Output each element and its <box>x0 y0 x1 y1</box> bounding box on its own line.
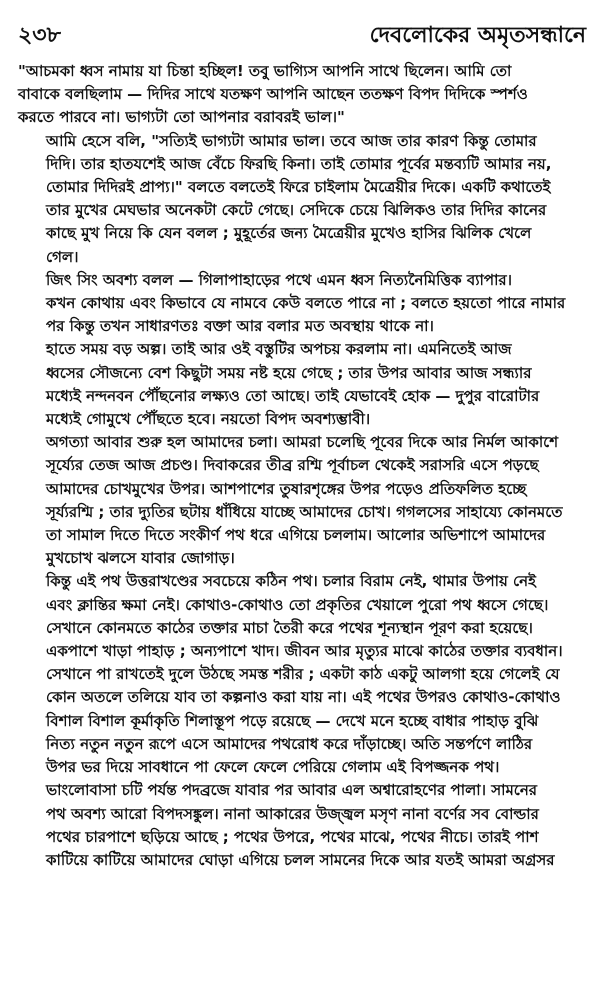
text-line: নিত্য নতুন নতুন রূপে এসে আমাদের পথরোধ করে দাঁড়াচ্ছে। অতি সন্তর্পণে লাঠির <box>46 734 533 753</box>
text-line: গেল। <box>46 247 79 266</box>
paragraph-p5 <box>18 431 586 570</box>
text-line: মধ্যেই নন্দনবন পৌঁছনোর লক্ষ্যও তো আছে। তাই যেভাবেই হোক — দুপুর বারোটার <box>46 386 540 405</box>
text-line: পথের চারপাশে ছড়িয়ে আছে ; পথের উপরে, পথের মাঝে, পথের নীচে। তারই পাশ <box>46 827 539 846</box>
text-line: হাতে সময় বড় অল্প। তাই আর ওই বস্তুটির অপচয় করলাম না। এমনিতেই আজ <box>46 340 512 359</box>
text-line: ভাংলোবাসা চটি পর্যন্ত পদব্রজে যাবার পর আবার এল অশ্বারোহণের পালা। সামনের <box>46 781 538 800</box>
text-line: আমাদের চোখমুখের উপর। আশপাশের তুষারশৃঙ্গের উপর পড়েও প্রতিফলিত হচ্ছে <box>46 479 527 498</box>
paragraph-p4 <box>18 338 586 431</box>
text-line: পর কিন্তু তখন সাধারণতঃ বক্তা আর বলার মত অবস্থায় থাকে না। <box>46 317 434 336</box>
text-line: সেখানে কোনমতে কাঠের তক্তার মাচা তৈরী করে পথের শূন্যস্থান পূরণ করা হয়েছে। <box>46 618 533 637</box>
text-line: কোন অতলে তলিয়ে যাব তা কল্পনাও করা যায় না। এই পথের উপরও কোথাও-কোথাও <box>46 688 561 707</box>
paragraph-p3 <box>18 269 586 339</box>
text-line: করতে পারবে না। ভাগ্যটা তো আপনার বরাবরই ভাল।" <box>18 108 345 127</box>
text-line: পথ অবশ্য আরো বিপদসঙ্কুল। নানা আকারের উজ্জ্বল মসৃণ নানা বর্ণের সব বোল্ডার <box>46 804 539 823</box>
text-line: সূর্য্যরশ্মি ; তার দ্যুতির ছটায় ধাঁধিয়ে যাচ্ছে আমাদের চোখ। গগলসের সাহায্যে কোনমতে <box>46 502 563 521</box>
text-line: কখন কোথায় এবং কিভাবে যে নামবে কেউ বলতে পারে না ; বলতে হয়তো পারে নামার <box>46 294 566 313</box>
body-text <box>18 60 586 872</box>
page-number: ২৩৮ <box>18 23 61 48</box>
text-line: মুখচোখ ঝলসে যাবার জোগাড়। <box>46 549 235 568</box>
text-line: দিদি। তার হাতযশেই আজ বেঁচে ফিরছি কিনা। তাই তোমার পূর্বের মন্তব্যটি আমার নয়, <box>46 154 552 173</box>
running-head <box>18 8 586 48</box>
text-line: তা সামাল দিতে দিতে সংকীর্ণ পথ ধরে এগিয়ে চললাম। আলোর অভিশাপে আমাদের <box>46 526 546 545</box>
text-line: ধ্বসের সৌজন্যে বেশ কিছুটা সময় নষ্ট হয়ে গেছে ; তার উপর আবার আজ সন্ধ্যার <box>46 363 532 382</box>
text-line: অগত্যা আবার শুরু হল আমাদের চলা। আমরা চলেছি পূবের দিকে আর নির্মল আকাশে <box>45 433 559 452</box>
text-line: কাটিয়ে কাটিয়ে আমাদের ঘোড়া এগিয়ে চলল সামনের দিকে আর যতই আমরা অগ্রসর <box>46 850 555 869</box>
text-line: উপর ভর দিয়ে সাবধানে পা ফেলে ফেলে পেরিয়ে গেলাম এই বিপজ্জনক পথ। <box>46 758 500 777</box>
text-line: এবং ক্লান্তির ক্ষমা নেই। কোথাও-কোথাও তো প্রকৃতির খেয়ালে পুরো পথ ধ্বসে গেছে। <box>46 595 549 614</box>
paragraph-p7 <box>18 779 586 872</box>
text-line: তার মুখের মেঘভার অনেকটা কেটে গেছে। সেদিকে চেয়ে ঝিলিকও তার দিদির কানের <box>46 201 547 220</box>
text-line: বাবাকে বলছিলাম — দিদির সাথে যতক্ষণ আপনি আছেন ততক্ষণ বিপদ দিদিকে স্পর্শও <box>18 85 528 104</box>
text-line: সেখানে পা রাখতেই দুলে উঠছে সমস্ত শরীর ; একটা কাঠ একটু আলগা হয়ে গেলেই যে <box>46 665 560 684</box>
text-line: একপাশে খাড়া পাহাড় ; অন্যপাশে খাদ। জীবন আর মৃত্যুর মাঝে কাঠের তক্তার ব্যবধান। <box>46 642 563 661</box>
text-line: বিশাল বিশাল কূর্মাকৃতি শিলাস্তূপ পড়ে রয়েছে — দেখে মনে হচ্ছে বাধার পাহাড় বুঝি <box>46 711 539 730</box>
text-line: সূর্য্যের তেজ আজ প্রচণ্ড। দিবাকরের তীব্র রশ্মি পূর্বাচল থেকেই সরাসরি এসে পড়ছে <box>46 456 539 475</box>
text-line: তোমার দিদিরই প্রাপ্য।" বলতে বলতেই ফিরে চাইলাম মৈত্রেয়ীর দিকে। একটি কথাতেই <box>46 178 551 197</box>
text-line: আমি হেসে বলি, "সত্যিই ভাগ্যটা আমার ভাল। তবে আজ তার কারণ কিন্তু তোমার <box>46 131 537 150</box>
paragraph-p2 <box>18 130 586 269</box>
chapter-title: দেবলোকের অমৃতসন্ধানে <box>369 23 586 48</box>
text-line: জিৎ সিং অবশ্য বলল — গিলাপাহাড়ের পথে এমন ধ্বস নিত্যনৈমিত্তিক ব্যাপার। <box>46 270 513 289</box>
text-line: "আচমকা ধ্বস নামায় যা চিন্তা হচ্ছিল! তবু ভাগ্যিস আপনি সাথে ছিলেন। আমি তো <box>18 62 512 80</box>
text-line: কিন্তু এই পথ উত্তরাখণ্ডের সবচেয়ে কঠিন পথ। চলার বিরাম নেই, থামার উপায় নেই <box>46 572 536 591</box>
text-line: কাছে মুখ নিয়ে কি যেন বলল ; মুহূর্তের জন্য মৈত্রেয়ীর মুখেও হাসির ঝিলিক খেলে <box>46 224 532 243</box>
text-line: মধ্যেই গোমুখে পৌঁছতে হবে। নয়তো বিপদ অবশ্যম্ভাবী। <box>46 410 371 429</box>
paragraph-p1 <box>18 60 586 130</box>
paragraph-p6 <box>18 570 586 779</box>
